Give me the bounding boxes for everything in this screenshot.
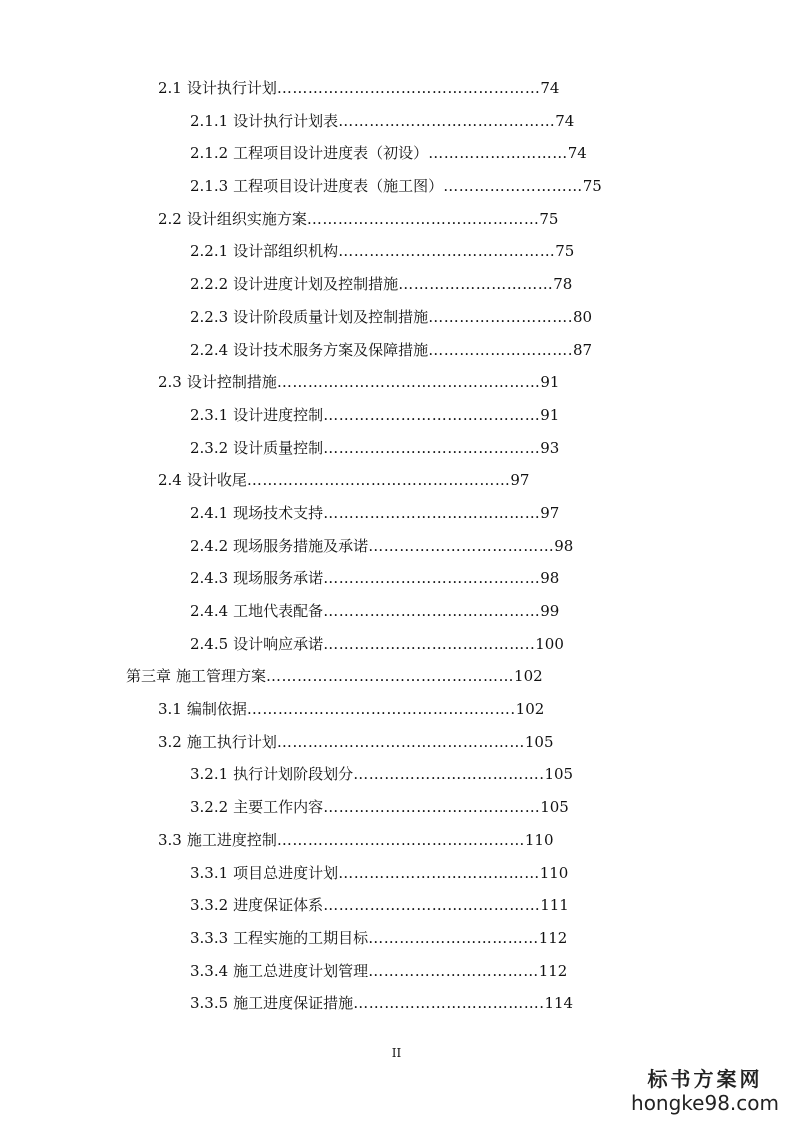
toc-entry-leader: …………………………………………… — [276, 373, 541, 392]
toc-entry-number: 3.3.3 — [190, 928, 229, 947]
toc-entry-title: 施工总进度计划管理 — [233, 961, 369, 980]
toc-entry-number: 2.3.1 — [190, 405, 229, 424]
toc-entry-title: 施工管理方案 — [176, 667, 267, 686]
toc-entry-title: 施工执行计划 — [186, 732, 277, 751]
toc-entry-number: 2.1.3 — [190, 177, 229, 196]
toc-entry-number: 2.2 — [158, 209, 182, 228]
toc-entry-number: 3.2.1 — [190, 765, 229, 784]
toc-entry-number: 2.2.3 — [190, 307, 229, 326]
toc-entry — [190, 170, 793, 203]
toc-entry-leader: …………………………………… — [323, 438, 541, 457]
toc-entry-title: 工程实施的工期目标 — [233, 928, 369, 947]
toc-entry-number: 3.3.4 — [190, 961, 229, 980]
toc-entry — [190, 922, 793, 955]
toc-entry-number: 3.3.1 — [190, 863, 229, 882]
toc-entry-page: 74 — [555, 111, 575, 130]
page-number: II — [391, 1046, 402, 1060]
toc-entry-number: 2.1.1 — [190, 111, 229, 130]
toc-entry-title: 设计执行计划 — [186, 79, 277, 97]
toc-entry-leader: ………………………………………… — [276, 732, 525, 751]
toc-entry-number: 2.4.5 — [190, 634, 229, 653]
toc-entry-leader: ………………………………….. — [323, 634, 536, 653]
toc-entry-page: 100 — [535, 634, 564, 653]
toc-entry-leader: …………………………… — [368, 961, 539, 980]
toc-entry — [190, 399, 793, 432]
toc-entry-number: 3.2 — [158, 732, 182, 751]
toc-entry — [158, 824, 793, 857]
toc-entry-title: 设计进度控制 — [233, 405, 324, 424]
toc-entry-number: 3.1 — [158, 700, 182, 719]
toc-entry-leader: …………………………………………… — [276, 79, 541, 97]
toc-entry-page: 74 — [567, 144, 587, 163]
toc-entry-number: 2.4.1 — [190, 503, 229, 522]
toc-entry-leader: …………………………………… — [323, 503, 541, 522]
watermark-cn: 标书方案网 — [647, 1067, 763, 1091]
toc-entry-leader: ……………………………………………. — [246, 700, 516, 719]
toc-entry-title: 设计控制措施 — [186, 373, 277, 392]
toc-entry-page: 80 — [572, 307, 593, 326]
toc-entry-leader: ………………………………………… — [266, 667, 515, 686]
toc-entry-title: 设计部组织机构 — [233, 242, 339, 261]
toc-entry-title: 设计收尾 — [186, 471, 247, 490]
toc-entry-title: 现场技术支持 — [233, 503, 324, 522]
toc-entry-leader: ……………………… — [428, 144, 568, 163]
toc-entry-number: 2.1 — [158, 79, 182, 97]
toc-entry — [190, 987, 793, 1020]
toc-entry-page: 91 — [540, 405, 560, 424]
toc-entry-title: 现场服务措施及承诺 — [233, 536, 369, 555]
toc-entry — [190, 595, 793, 628]
toc-entry — [190, 955, 793, 988]
toc-entry-number: 3.3.5 — [190, 994, 229, 1013]
toc-entry — [158, 693, 793, 726]
toc-entry-number: 第三章 — [126, 667, 172, 686]
toc-entry-leader: …………………………………… — [323, 798, 541, 817]
toc-entry-number: 2.4.2 — [190, 536, 229, 555]
toc-entry-leader: ………………………………… — [338, 863, 540, 882]
table-of-contents — [0, 72, 793, 1020]
toc-entry-title: 设计阶段质量计划及控制措施 — [233, 307, 429, 326]
toc-entry-leader: ………………………. — [428, 340, 573, 359]
toc-entry-page: 110 — [524, 830, 554, 849]
toc-entry-page: 110 — [539, 863, 569, 882]
toc-entry-leader: …………………………………………… — [246, 471, 511, 490]
toc-entry-leader: ……………………………… — [368, 536, 555, 555]
toc-entry — [190, 758, 793, 791]
toc-entry-title: 设计质量控制 — [233, 438, 324, 457]
toc-entry-leader: ……………………… — [443, 177, 583, 196]
toc-entry-page: 99 — [540, 602, 560, 620]
watermark-logo — [631, 1067, 779, 1115]
toc-entry-leader: …………………………… — [368, 928, 539, 947]
toc-entry — [190, 137, 793, 170]
toc-entry — [158, 72, 793, 105]
toc-entry-page: 91 — [540, 373, 560, 392]
toc-entry-title: 执行计划阶段划分 — [233, 765, 354, 784]
toc-entry-page: 75 — [555, 242, 575, 261]
toc-entry-title: 设计组织实施方案 — [186, 209, 307, 228]
toc-entry-page: 102 — [514, 667, 543, 686]
toc-entry-leader: ………………………………………… — [276, 830, 525, 849]
toc-entry — [158, 366, 793, 399]
toc-entry-page: 75 — [539, 209, 559, 228]
toc-entry-title: 设计进度计划及控制措施 — [233, 275, 399, 294]
toc-entry — [190, 628, 793, 661]
toc-entry-page: 78 — [553, 275, 573, 294]
toc-entry-page: 105 — [540, 798, 569, 817]
toc-entry-page: 98 — [554, 536, 574, 555]
toc-entry — [158, 464, 793, 497]
toc-entry-page: 112 — [538, 961, 568, 980]
toc-entry-number: 2.1.2 — [190, 144, 229, 163]
toc-entry — [190, 530, 793, 563]
toc-entry-title: 施工进度保证措施 — [233, 994, 354, 1013]
toc-entry-title: 工程项目设计进度表（初设） — [233, 144, 429, 163]
toc-entry-title: 现场服务承诺 — [233, 569, 324, 588]
toc-entry-title: 施工进度控制 — [186, 830, 277, 849]
toc-entry-title: 设计技术服务方案及保障措施 — [233, 340, 429, 359]
toc-entry-page: 111 — [540, 896, 569, 915]
toc-entry-number: 3.3 — [158, 830, 182, 849]
toc-entry-number: 2.2.1 — [190, 242, 229, 261]
toc-entry — [158, 726, 793, 759]
toc-entry-page: 87 — [572, 340, 593, 359]
toc-entry — [190, 105, 793, 138]
toc-entry-leader: …………………………………… — [323, 602, 541, 620]
toc-entry-page: 97 — [540, 503, 560, 522]
toc-entry-leader: …………………………………… — [323, 405, 541, 424]
watermark-en: hongke98.com — [631, 1091, 779, 1115]
toc-entry — [190, 334, 793, 367]
toc-entry-leader: ………………………. — [428, 307, 573, 326]
toc-entry-page: 105 — [524, 732, 554, 751]
toc-entry-page: 97 — [510, 471, 530, 490]
toc-entry-leader: ………………………… — [398, 275, 554, 294]
toc-entry-number: 3.2.2 — [190, 798, 229, 817]
toc-entry — [190, 497, 793, 530]
toc-entry-leader: …………………………………… — [338, 242, 556, 261]
toc-entry — [158, 203, 793, 236]
toc-entry — [190, 857, 793, 890]
toc-entry — [190, 268, 793, 301]
toc-entry-title: 编制依据 — [186, 700, 247, 719]
toc-entry-leader: ………………………………. — [353, 765, 545, 784]
toc-entry-leader: …………………………………… — [323, 569, 541, 588]
toc-entry-number: 2.2.2 — [190, 275, 229, 294]
toc-entry — [190, 235, 793, 268]
toc-entry-number: 2.2.4 — [190, 340, 229, 359]
toc-entry-title: 设计响应承诺 — [233, 634, 324, 653]
toc-entry — [126, 660, 793, 693]
toc-entry-number: 2.4.4 — [190, 602, 229, 620]
toc-entry-page: 93 — [540, 438, 560, 457]
toc-entry-leader: …………………………………… — [323, 896, 541, 915]
toc-entry-number: 2.4 — [158, 471, 182, 490]
toc-entry-leader: ……………………………………… — [306, 209, 540, 228]
toc-entry — [190, 432, 793, 465]
toc-entry — [190, 791, 793, 824]
toc-entry-page: 105 — [544, 765, 574, 784]
toc-entry — [190, 562, 793, 595]
toc-entry-number: 2.3 — [158, 373, 182, 392]
toc-entry-number: 2.4.3 — [190, 569, 229, 588]
toc-entry-page: 75 — [582, 177, 602, 196]
toc-entry-page: 114 — [544, 994, 574, 1013]
toc-entry-number: 3.3.2 — [190, 896, 229, 915]
toc-entry-title: 主要工作内容 — [233, 798, 324, 817]
toc-entry-title: 项目总进度计划 — [233, 863, 339, 882]
toc-entry-page: 74 — [540, 79, 560, 97]
toc-entry-title: 工地代表配备 — [233, 602, 324, 620]
toc-entry-leader: …………………………………… — [338, 111, 556, 130]
toc-entry-title: 进度保证体系 — [233, 896, 324, 915]
toc-entry-page: 112 — [538, 928, 568, 947]
toc-entry-leader: ………………………………. — [353, 994, 545, 1013]
toc-entry — [190, 301, 793, 334]
toc-entry-number: 2.3.2 — [190, 438, 229, 457]
toc-entry-page: 98 — [540, 569, 560, 588]
toc-entry-title: 工程项目设计进度表（施工图） — [233, 177, 444, 196]
toc-entry-title: 设计执行计划表 — [233, 111, 339, 130]
toc-entry-page: 102 — [515, 700, 545, 719]
toc-entry — [190, 889, 793, 922]
